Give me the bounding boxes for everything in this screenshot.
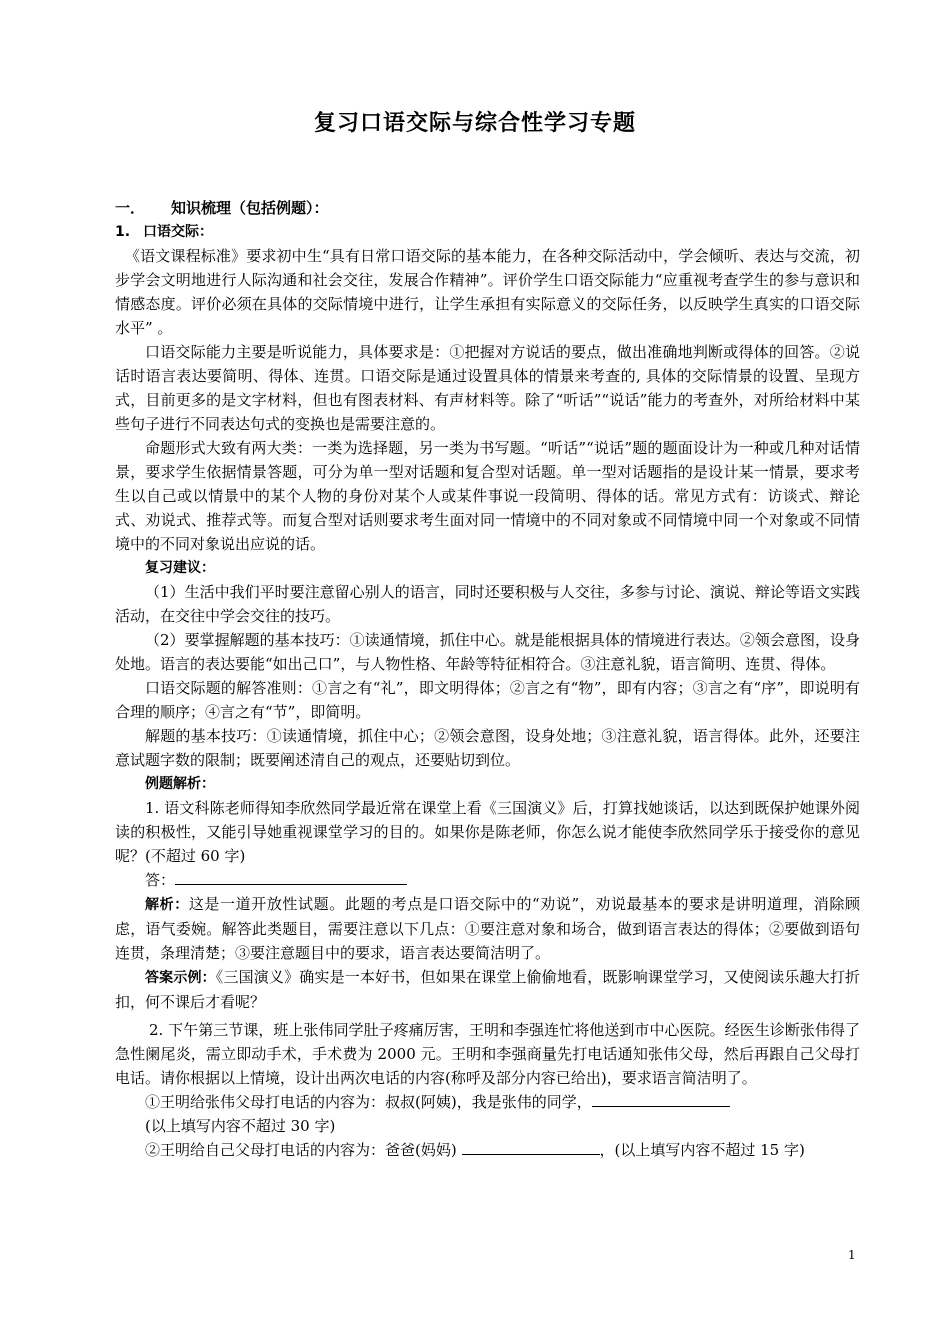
paragraph-principles: 口语交际题的解答准则：①言之有“礼”，即文明得体；②言之有“物”，即有内容；③言之有“序”，即说明有合理的顺序；④言之有“节”，即简明。 — [115, 679, 860, 721]
page-number: 1 — [848, 1248, 856, 1262]
example-2: 2. 下午第三节课，班上张伟同学肚子疼痛厉害，王明和李强连忙将他送到市中心医院。经医生诊断张伟得了急性阑尾炎，需立即动手术，手术费为 2000 元。王明和李强商量先打电话通知张伟父母，然后再跟自己父母打电话。请你根据以上情境，设计出两次电话的内容(称呼及部分内容已给出)，要求语言简洁明了。 — [115, 1021, 860, 1087]
call-1-text: ①王明给张伟父母打电话的内容为：叔叔(阿姨)，我是张伟的同学， — [145, 1093, 592, 1111]
example-1: 1. 语文科陈老师得知李欣然同学最近常在课堂上看《三国演义》后，打算找她谈话，以达到既保护她课外阅读的积极性，又能引导她重视课堂学习的目的。如果你是陈老师，你怎么说才能使李欣然同学乐于接受你的意见呢？(不超过 60 字) — [115, 799, 860, 865]
subsection-title: 口语交际： — [143, 224, 213, 240]
paragraph-ability: 口语交际能力主要是听说能力，具体要求是：①把握对方说话的要点，做出准确地判断或得体的回答。②说话时语言表达要简明、得体、连贯。口语交际是通过设置具体的情景来考查的, 具体的交际情景的设置、呈现方式，目前更多的是文字材料，但也有图表材料、有声材料等。除了“听话”“说话”能力的考查外，对所给材料中某些句子进行不同表达句式的变换也是需要注意的。 — [115, 343, 860, 433]
paragraph-review-1: （1）生活中我们平时要注意留心别人的语言，同时还要积极与人交往，多参与讨论、演说、辩论等语文实践活动，在交往中学会交往的技巧。 — [115, 583, 860, 625]
paragraph-review-2: （2）要掌握解题的基本技巧：①读通情境，抓住中心。就是能根据具体的情境进行表达。②领会意图，设身处地。语言的表达要能“如出己口”，与人物性格、年龄等特征相符合。③注意礼貌，语言简明、连贯、得体。 — [115, 631, 860, 673]
call-1-note: (以上填写内容不超过 30 字) — [145, 1117, 336, 1135]
analysis-paragraph — [115, 892, 860, 965]
sample-answer-text: 《三国演义》确实是一本好书，但如果在课堂上偷偷地看，既影响课堂学习，又使阅读乐趣大打折扣，何不课后才看呢？ — [115, 968, 860, 1011]
paragraph-standard: 《语文课程标准》要求初中生“具有日常口语交际的基本能力，在各种交际活动中，学会倾听、表达与交流，初步学会文明地进行人际沟通和社会交往，发展合作精神”。评价学生口语交际能力“应重视考查学生的参与意识和情感态度。评价必须在具体的交际情境中进行，让学生承担有实际意义的交际任务，以反映学生真实的口语交际水平” 。 — [115, 247, 860, 337]
page-title: 复习口语交际与综合性学习专题 — [313, 111, 636, 136]
document-body — [115, 196, 860, 1162]
call-2-line — [115, 1138, 860, 1162]
paragraph-question-form: 命题形式大致有两大类：一类为选择题，另一类为书写题。“听话”“说话”题的题面设计为一种或几种对话情景，要求学生依据情景答题，可分为单一型对话题和复合型对话题。单一型对话题指的是设计某一情景，要求考生以自己或以情景中的某个人物的身份对某个人或某件事说一段简明、得体的话。常见方式有：访谈式、辩论式、劝说式、推荐式等。而复合型对话则要求考生面对同一情境中的不同对象或不同情境中同一个对象或不同情境中的不同对象说出应说的话。 — [115, 439, 860, 553]
section-title: 知识梳理（包括例题）： — [171, 199, 329, 217]
section-number: 一． — [115, 199, 146, 217]
call-2-text: ②王明给自己父母打电话的内容为：爸爸(妈妈) — [145, 1141, 457, 1159]
answer-line — [115, 868, 860, 892]
answer-label: 答： — [145, 871, 176, 889]
call-2-note: ，(以上填写内容不超过 15 字) — [599, 1141, 805, 1159]
subsection-number: 1. — [115, 224, 131, 240]
call-1-blank[interactable] — [592, 1090, 730, 1107]
paragraph-techniques: 解题的基本技巧：①读通情境，抓住中心；②领会意图，设身处地；③注意礼貌，语言得体。此外，还要注意试题字数的限制；既要阐述清自己的观点，还要贴切到位。 — [115, 727, 860, 769]
call-2-blank[interactable] — [462, 1138, 600, 1155]
example-heading: 例题解析： — [145, 776, 215, 792]
section-heading — [115, 196, 860, 220]
sample-answer-label: 答案示例： — [145, 970, 216, 986]
analysis-label: 解析： — [145, 897, 189, 913]
call-1-line — [115, 1090, 860, 1114]
answer-blank[interactable] — [175, 868, 407, 885]
sample-answer-paragraph — [115, 965, 860, 1014]
analysis-text: 这是一道开放性试题。此题的考点是口语交际中的“劝说”，劝说最基本的要求是讲明道理，消除顾虑，语气委婉。解答此类题目，需要注意以下几点：①要注意对象和场合，做到语言表达的得体；②要做到语句连贯，条理清楚；③要注意题目中的要求，语言表达要简洁明了。 — [115, 895, 861, 962]
review-heading: 复习建议： — [145, 560, 215, 576]
subsection-heading — [115, 220, 860, 244]
